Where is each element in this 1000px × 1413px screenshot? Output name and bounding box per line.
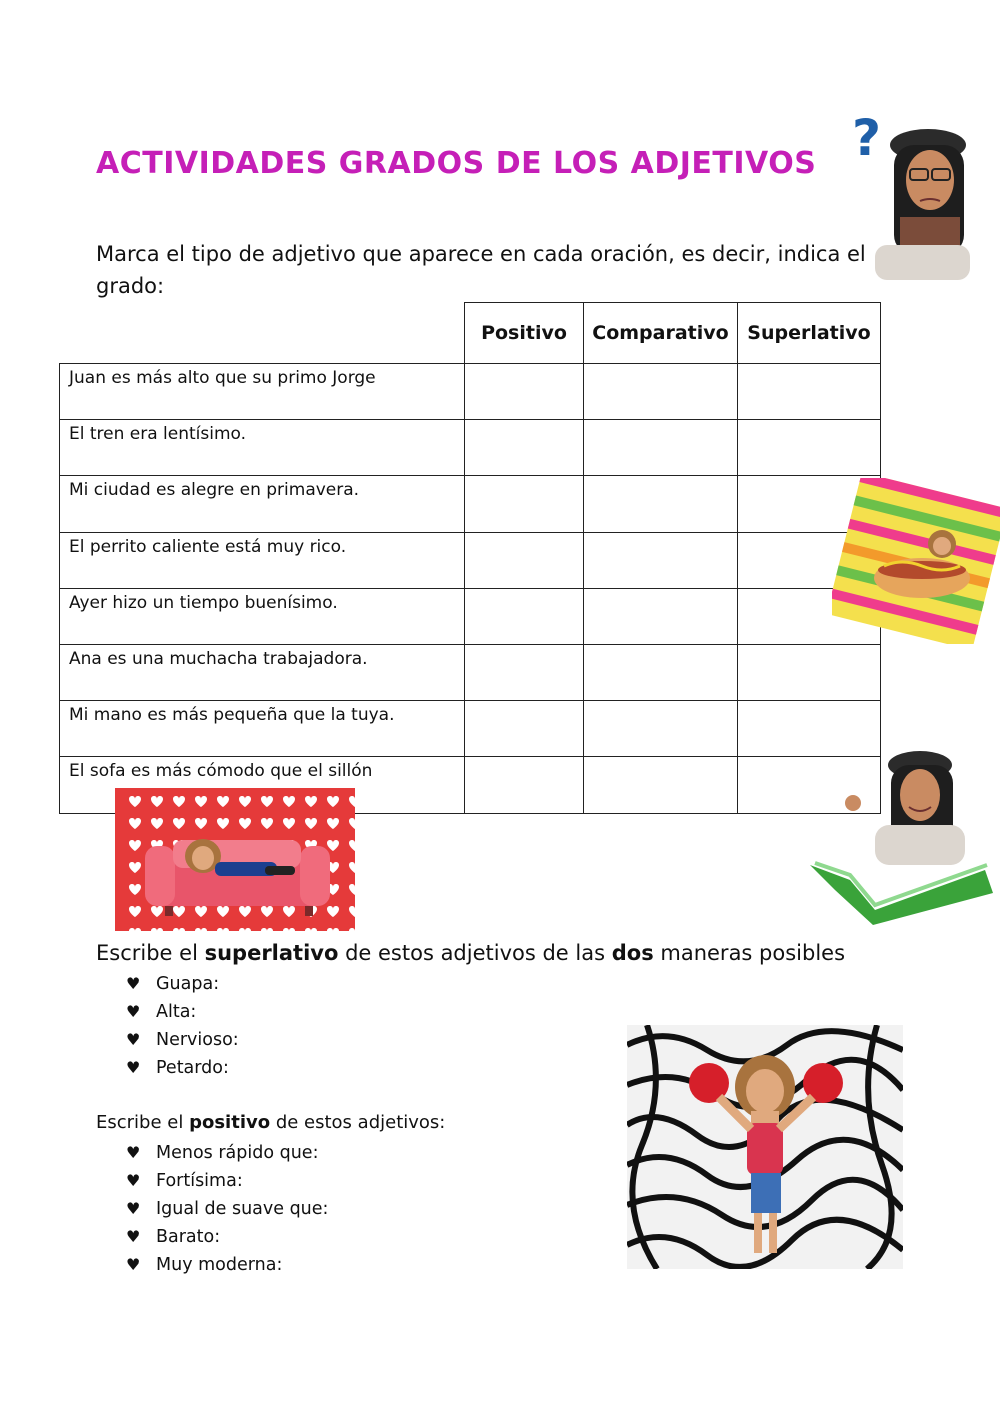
heart-pattern-icon xyxy=(129,884,141,895)
heart-bullet-icon: ♥ xyxy=(126,1227,141,1246)
heart-pattern-icon xyxy=(151,796,163,807)
table-row-sentence: El tren era lentísimo. xyxy=(59,419,465,476)
list-item-label: Igual de suave que: xyxy=(156,1199,329,1219)
heart-pattern-icon xyxy=(349,884,355,895)
heart-pattern-icon xyxy=(327,796,339,807)
heart-pattern-icon xyxy=(173,906,185,917)
heart-pattern-icon xyxy=(283,818,295,829)
superlative-instruction: Escribe el superlativo de estos adjetivos de las dos maneras posibles xyxy=(96,941,846,965)
heart-pattern-icon xyxy=(129,906,141,917)
list-item-label: Muy moderna: xyxy=(156,1255,283,1275)
heart-pattern-icon xyxy=(173,818,185,829)
heart-pattern-icon xyxy=(283,928,295,931)
list-item-label: Nervioso: xyxy=(156,1030,239,1050)
heart-pattern-icon xyxy=(283,906,295,917)
list-item xyxy=(126,998,239,1026)
table-row-sentence: El sofa es más cómodo que el sillón xyxy=(59,756,465,814)
list-item xyxy=(126,1026,239,1054)
table-row-sentence: Ana es una muchacha trabajadora. xyxy=(59,644,465,701)
heart-pattern-icon xyxy=(151,906,163,917)
list-item-label: Petardo: xyxy=(156,1058,229,1078)
list-item xyxy=(126,1167,328,1195)
list-item xyxy=(126,1223,328,1251)
table-row-sentence: Mi ciudad es alegre en primavera. xyxy=(59,475,465,533)
list-item-label: Alta: xyxy=(156,1002,197,1022)
heart-pattern-icon xyxy=(217,818,229,829)
header-comparativo: Comparativo xyxy=(583,302,738,364)
heart-pattern-icon xyxy=(151,928,163,931)
list-item-label: Fortísima: xyxy=(156,1171,243,1191)
heart-pattern-icon xyxy=(349,928,355,931)
heart-pattern-icon xyxy=(349,862,355,873)
answer-cell-comparativo[interactable] xyxy=(583,532,738,589)
heart-bullet-icon: ♥ xyxy=(126,1030,141,1049)
heart-pattern-icon xyxy=(239,906,251,917)
table-row-sentence: Ayer hizo un tiempo buenísimo. xyxy=(59,588,465,645)
approval-avatar-image xyxy=(805,745,995,930)
heart-pattern-icon xyxy=(129,818,141,829)
sofa-image xyxy=(115,788,355,931)
heart-pattern-icon xyxy=(173,796,185,807)
heart-bullet-icon: ♥ xyxy=(126,1002,141,1021)
heart-pattern-icon xyxy=(217,906,229,917)
heart-pattern-icon xyxy=(129,862,141,873)
answer-cell-comparativo[interactable] xyxy=(583,419,738,476)
answer-cell-positivo[interactable] xyxy=(464,644,584,701)
heart-pattern-icon xyxy=(305,818,317,829)
heart-pattern-icon xyxy=(195,796,207,807)
thumbs-up-icon xyxy=(845,795,861,811)
header-positivo: Positivo xyxy=(464,302,584,364)
heart-pattern-icon xyxy=(239,818,251,829)
answer-cell-positivo[interactable] xyxy=(464,363,584,420)
heart-pattern-icon xyxy=(195,818,207,829)
answer-cell-superlativo[interactable] xyxy=(737,363,881,420)
table-row-sentence: Mi mano es más pequeña que la tuya. xyxy=(59,700,465,757)
list-item xyxy=(126,970,239,998)
heart-bullet-icon: ♥ xyxy=(126,1255,141,1274)
answer-cell-comparativo[interactable] xyxy=(583,756,738,814)
list-item xyxy=(126,1139,328,1167)
heart-pattern-icon xyxy=(283,796,295,807)
answer-cell-comparativo[interactable] xyxy=(583,644,738,701)
heart-bullet-icon: ♥ xyxy=(126,1058,141,1077)
answer-cell-positivo[interactable] xyxy=(464,588,584,645)
heart-pattern-icon xyxy=(129,840,141,851)
heart-pattern-icon xyxy=(349,906,355,917)
list-item xyxy=(126,1054,239,1082)
heart-pattern-icon xyxy=(261,818,273,829)
answer-cell-comparativo[interactable] xyxy=(583,475,738,533)
heart-pattern-icon xyxy=(327,818,339,829)
list-item-label: Menos rápido que: xyxy=(156,1143,319,1163)
heart-bullet-icon: ♥ xyxy=(126,1143,141,1162)
heart-pattern-icon xyxy=(239,928,251,931)
heart-pattern-icon xyxy=(129,796,141,807)
list-item xyxy=(126,1195,328,1223)
heart-pattern-icon xyxy=(195,928,207,931)
table-row-sentence: El perrito caliente está muy rico. xyxy=(59,532,465,589)
answer-cell-positivo[interactable] xyxy=(464,475,584,533)
heart-pattern-icon xyxy=(195,906,207,917)
heart-pattern-icon xyxy=(151,818,163,829)
heart-pattern-icon xyxy=(261,906,273,917)
heart-pattern-icon xyxy=(305,796,317,807)
header-superlativo: Superlativo xyxy=(737,302,881,364)
heart-pattern-icon xyxy=(217,928,229,931)
heart-bullet-icon: ♥ xyxy=(126,974,141,993)
heart-pattern-icon xyxy=(349,818,355,829)
answer-cell-superlativo[interactable] xyxy=(737,419,881,476)
positive-list xyxy=(126,1139,328,1279)
hotdog-image xyxy=(832,478,1000,644)
heart-pattern-icon xyxy=(327,840,339,851)
answer-cell-comparativo[interactable] xyxy=(583,588,738,645)
answer-cell-comparativo[interactable] xyxy=(583,700,738,757)
list-item xyxy=(126,1251,328,1279)
instruction-text: Marca el tipo de adjetivo que aparece en cada oración, es decir, indica el grado: xyxy=(96,242,866,298)
heart-pattern-icon xyxy=(261,796,273,807)
answer-cell-comparativo[interactable] xyxy=(583,363,738,420)
heart-pattern-icon xyxy=(327,928,339,931)
heart-pattern-icon xyxy=(217,796,229,807)
boxer-avatar-image xyxy=(627,1025,903,1269)
table-row-sentence: Juan es más alto que su primo Jorge xyxy=(59,363,465,420)
heart-pattern-icon xyxy=(173,928,185,931)
heart-pattern-icon xyxy=(305,928,317,931)
heart-pattern-icon xyxy=(327,906,339,917)
answer-cell-positivo[interactable] xyxy=(464,419,584,476)
superlative-list xyxy=(126,970,239,1082)
page-title: ACTIVIDADES GRADOS DE LOS ADJETIVOS xyxy=(96,146,817,181)
heart-pattern-icon xyxy=(239,796,251,807)
answer-cell-positivo[interactable] xyxy=(464,700,584,757)
answer-cell-positivo[interactable] xyxy=(464,532,584,589)
heart-pattern-icon xyxy=(349,796,355,807)
positive-instruction: Escribe el positivo de estos adjetivos: xyxy=(96,1112,446,1133)
list-item-label: Guapa: xyxy=(156,974,220,994)
answer-cell-positivo[interactable] xyxy=(464,756,584,814)
heart-pattern-icon xyxy=(349,840,355,851)
heart-bullet-icon: ♥ xyxy=(126,1199,141,1218)
heart-bullet-icon: ♥ xyxy=(126,1171,141,1190)
heart-pattern-icon xyxy=(261,928,273,931)
answer-cell-superlativo[interactable] xyxy=(737,644,881,701)
list-item-label: Barato: xyxy=(156,1227,221,1247)
heart-pattern-icon xyxy=(129,928,141,931)
question-mark-icon: ? xyxy=(852,109,882,167)
